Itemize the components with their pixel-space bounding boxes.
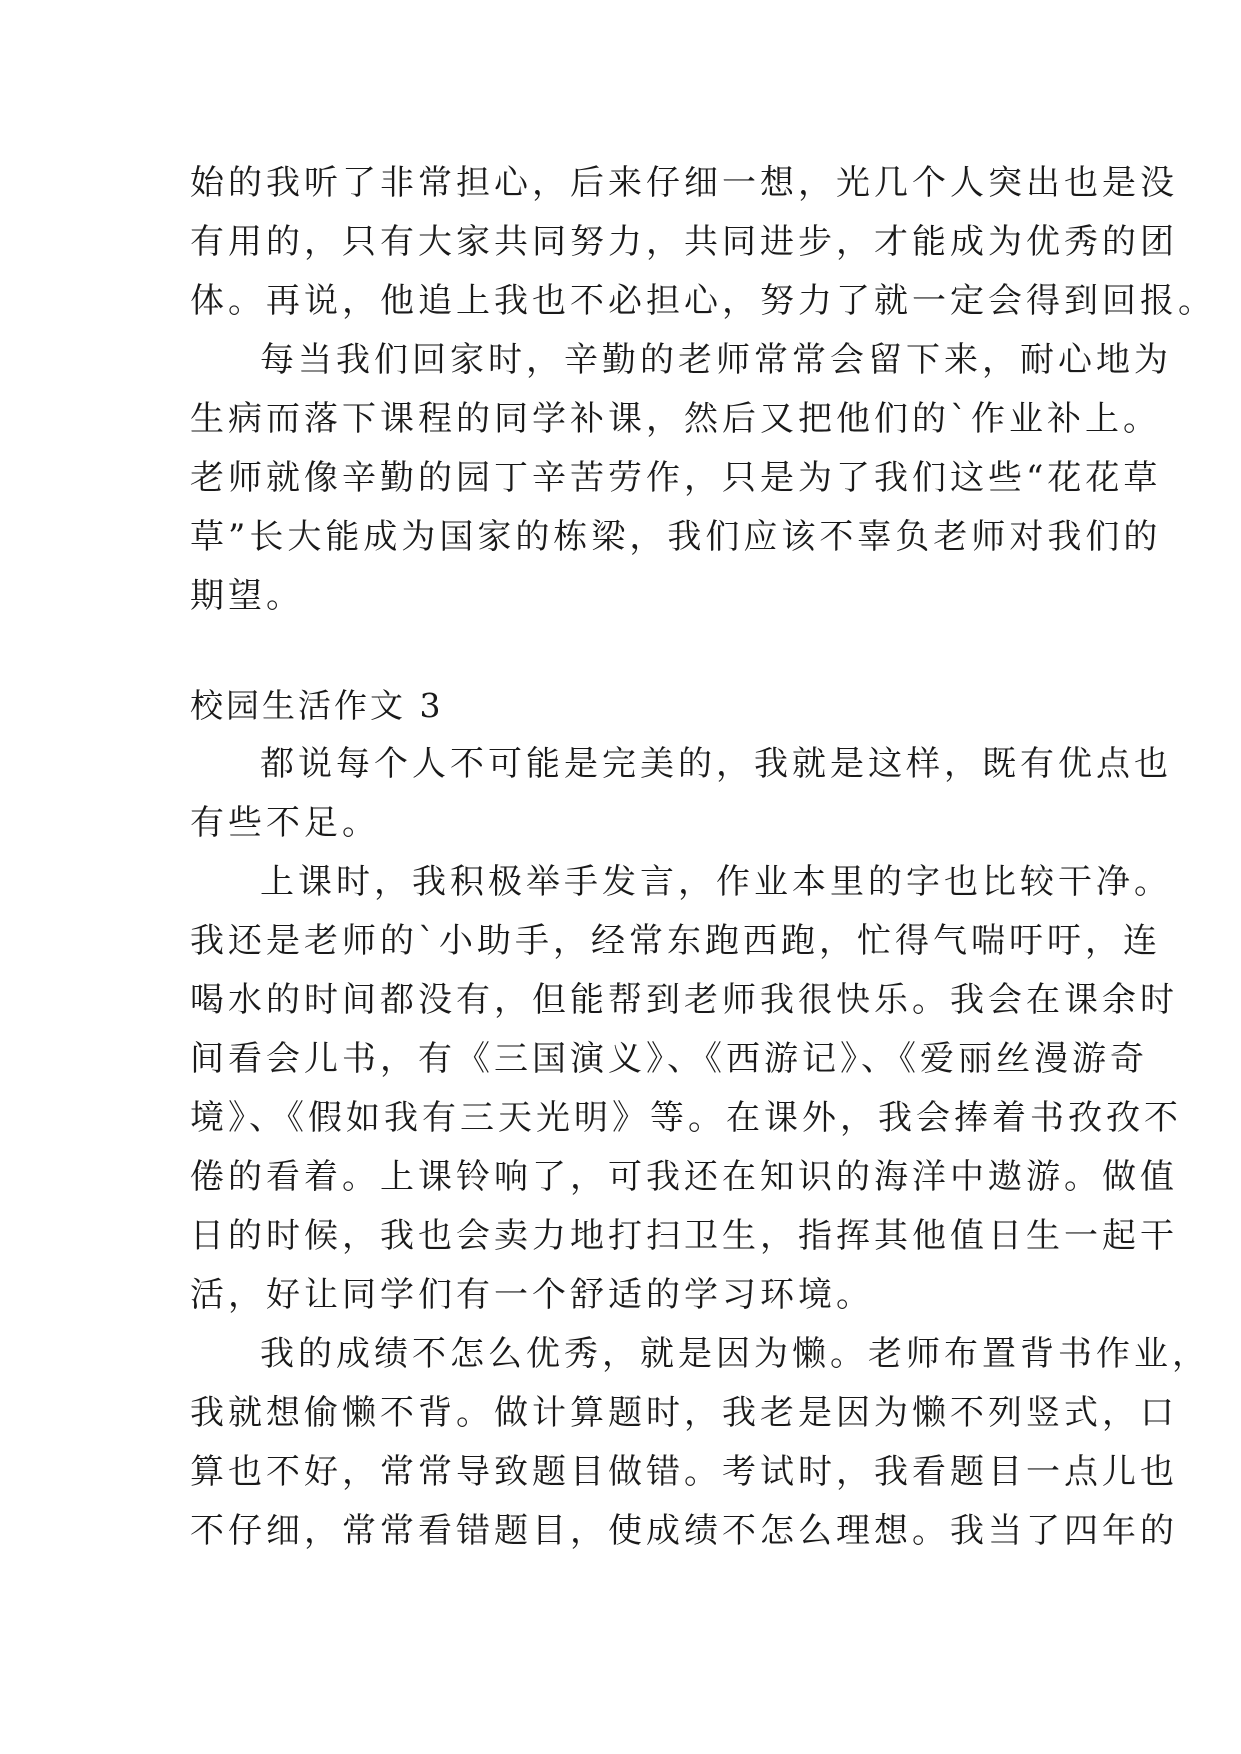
paragraph-line: 算也不好，常常导致题目做错。考试时，我看题目一点儿也 bbox=[190, 1452, 1178, 1492]
paragraph-line: 倦的看着。上课铃响了，可我还在知识的海洋中遨游。做值 bbox=[190, 1157, 1178, 1197]
paragraph-line: 我还是老师的`小助手，经常东跑西跑，忙得气喘吁吁，连 bbox=[190, 921, 1161, 961]
paragraph-line: 都说每个人不可能是完美的，我就是这样，既有优点也 bbox=[260, 744, 1172, 784]
essay-continuation bbox=[190, 154, 1216, 626]
paragraph-line: 上课时，我积极举手发言，作业本里的字也比较干净。 bbox=[260, 862, 1172, 902]
paragraph-line: 不仔细，常常看错题目，使成绩不怎么理想。我当了四年的 bbox=[190, 1511, 1178, 1551]
paragraph-line: 活，好让同学们有一个舒适的学习环境。 bbox=[190, 1275, 874, 1315]
paragraph-line: 日的时候，我也会卖力地打扫卫生，指挥其他值日生一起干 bbox=[190, 1216, 1178, 1256]
paragraph-line: 间看会儿书，有《三国演义》、《西游记》、《爱丽丝漫游奇 bbox=[190, 1039, 1148, 1079]
paragraph-line: 境》、《假如我有三天光明》等。在课外，我会捧着书孜孜不 bbox=[190, 1098, 1182, 1138]
paragraph-line: 老师就像辛勤的园丁辛苦劳作，只是为了我们这些“花花草 bbox=[190, 458, 1162, 498]
paragraph-line: 有用的，只有大家共同努力，共同进步，才能成为优秀的团 bbox=[190, 222, 1178, 262]
paragraph-line: 我的成绩不怎么优秀，就是因为懒。老师布置背书作业， bbox=[260, 1334, 1210, 1374]
essay-section-3 bbox=[190, 735, 1210, 1561]
section-title: 校园生活作文 3 bbox=[190, 686, 444, 725]
paragraph-line: 喝水的时间都没有，但能帮到老师我很快乐。我会在课余时 bbox=[190, 980, 1178, 1020]
paragraph-line: 期望。 bbox=[190, 576, 304, 616]
paragraph-line: 始的我听了非常担心，后来仔细一想，光几个人突出也是没 bbox=[190, 163, 1178, 203]
paragraph-line: 体。再说，他追上我也不必担心，努力了就一定会得到回报。 bbox=[190, 281, 1216, 321]
paragraph-line: 有些不足。 bbox=[190, 803, 380, 843]
paragraph-line: 每当我们回家时，辛勤的老师常常会留下来，耐心地为 bbox=[260, 340, 1172, 380]
paragraph-line: 生病而落下课程的同学补课，然后又把他们的`作业补上。 bbox=[190, 399, 1161, 439]
paragraph-line: 我就想偷懒不背。做计算题时，我老是因为懒不列竖式，口 bbox=[190, 1393, 1178, 1433]
paragraph-line: 草”长大能成为国家的栋梁，我们应该不辜负老师对我们的 bbox=[190, 517, 1162, 557]
